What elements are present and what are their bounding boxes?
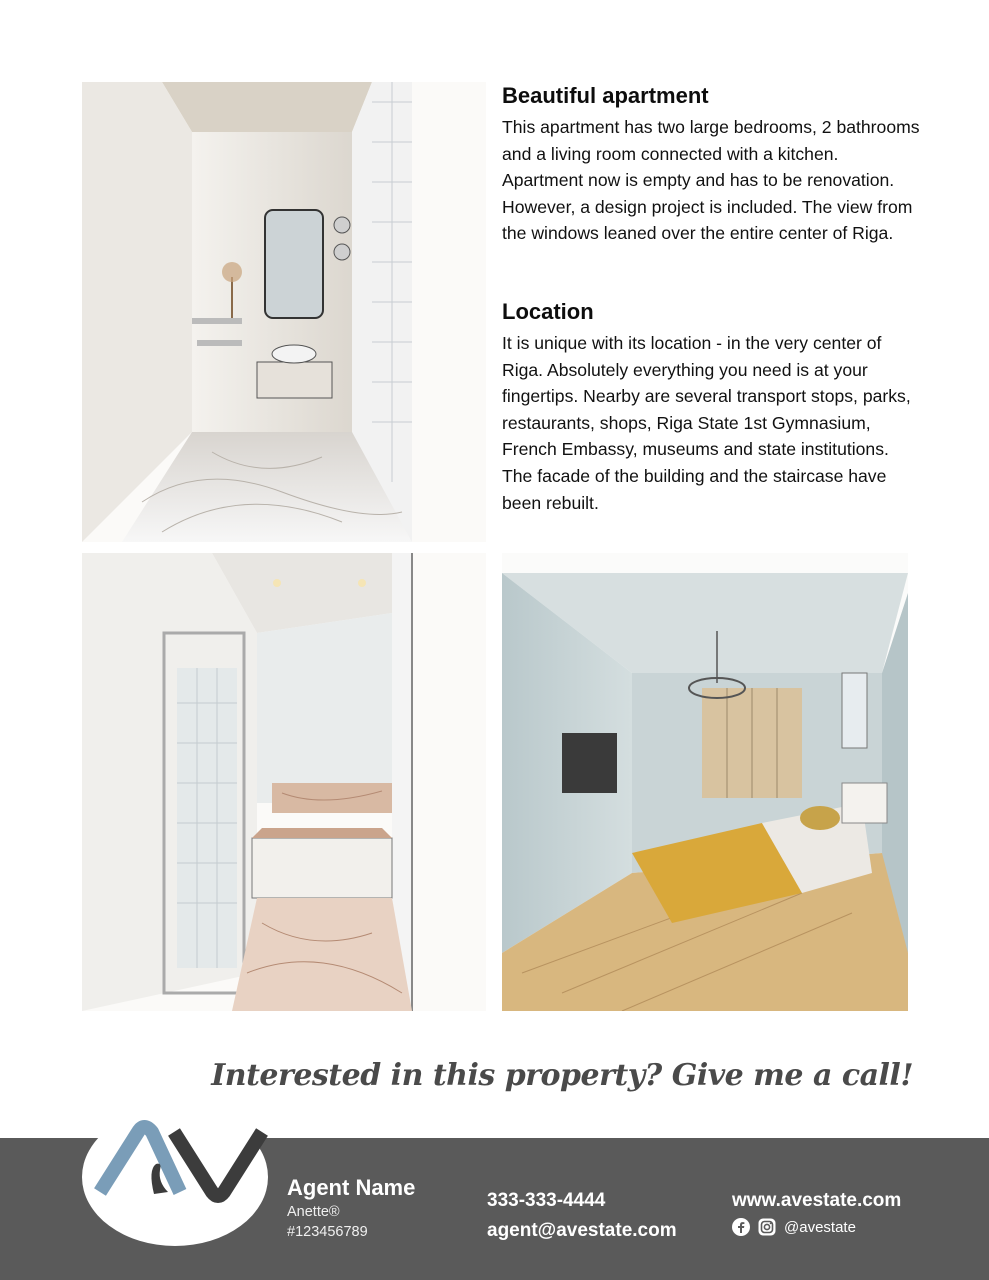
location-body-2: The facade of the building and the staircase have been rebuilt.	[502, 465, 887, 513]
agent-subtitle: Anette®	[287, 1204, 340, 1220]
description-body: This apartment has two large bedrooms, 2 bathrooms and a living room connected with a kitchen. Apartment now is empty and has to be renovation. However, a design project is included. The view from the windows leaned over the entire center of Riga.	[502, 117, 920, 244]
agent-name: Agent Name	[287, 1175, 416, 1200]
location-section	[502, 298, 922, 516]
phone-number[interactable]: 333-333-4444	[487, 1190, 606, 1211]
description-section	[502, 82, 922, 247]
bedroom-sketch-image	[502, 553, 908, 1011]
facebook-icon[interactable]	[732, 1218, 750, 1236]
description-heading: Beautiful apartment	[502, 83, 709, 108]
agent-license: #123456789	[287, 1224, 368, 1240]
social-row	[732, 1218, 901, 1236]
location-body: It is unique with its location - in the very center of Riga. Absolutely everything you need is at your fingertips. Nearby are several transport stops, parks, restaurants, shops, Riga State 1st Gymnasium, French Embassy, museums and state institutions.	[502, 333, 911, 460]
call-to-action-text: Interested in this property? Give me a call!	[211, 1058, 913, 1093]
instagram-icon[interactable]	[758, 1218, 776, 1236]
agent-info	[287, 1174, 415, 1242]
bathroom-sketch-image	[82, 82, 486, 542]
bathroom-vanity-sketch-image	[82, 553, 486, 1011]
email-address[interactable]: agent@avestate.com	[487, 1220, 677, 1241]
web-info	[732, 1186, 901, 1236]
company-logo	[82, 1108, 268, 1246]
website-link[interactable]: www.avestate.com	[732, 1190, 902, 1211]
social-handle[interactable]: @avestate	[784, 1218, 856, 1236]
contact-info	[487, 1186, 677, 1246]
location-heading: Location	[502, 299, 594, 324]
